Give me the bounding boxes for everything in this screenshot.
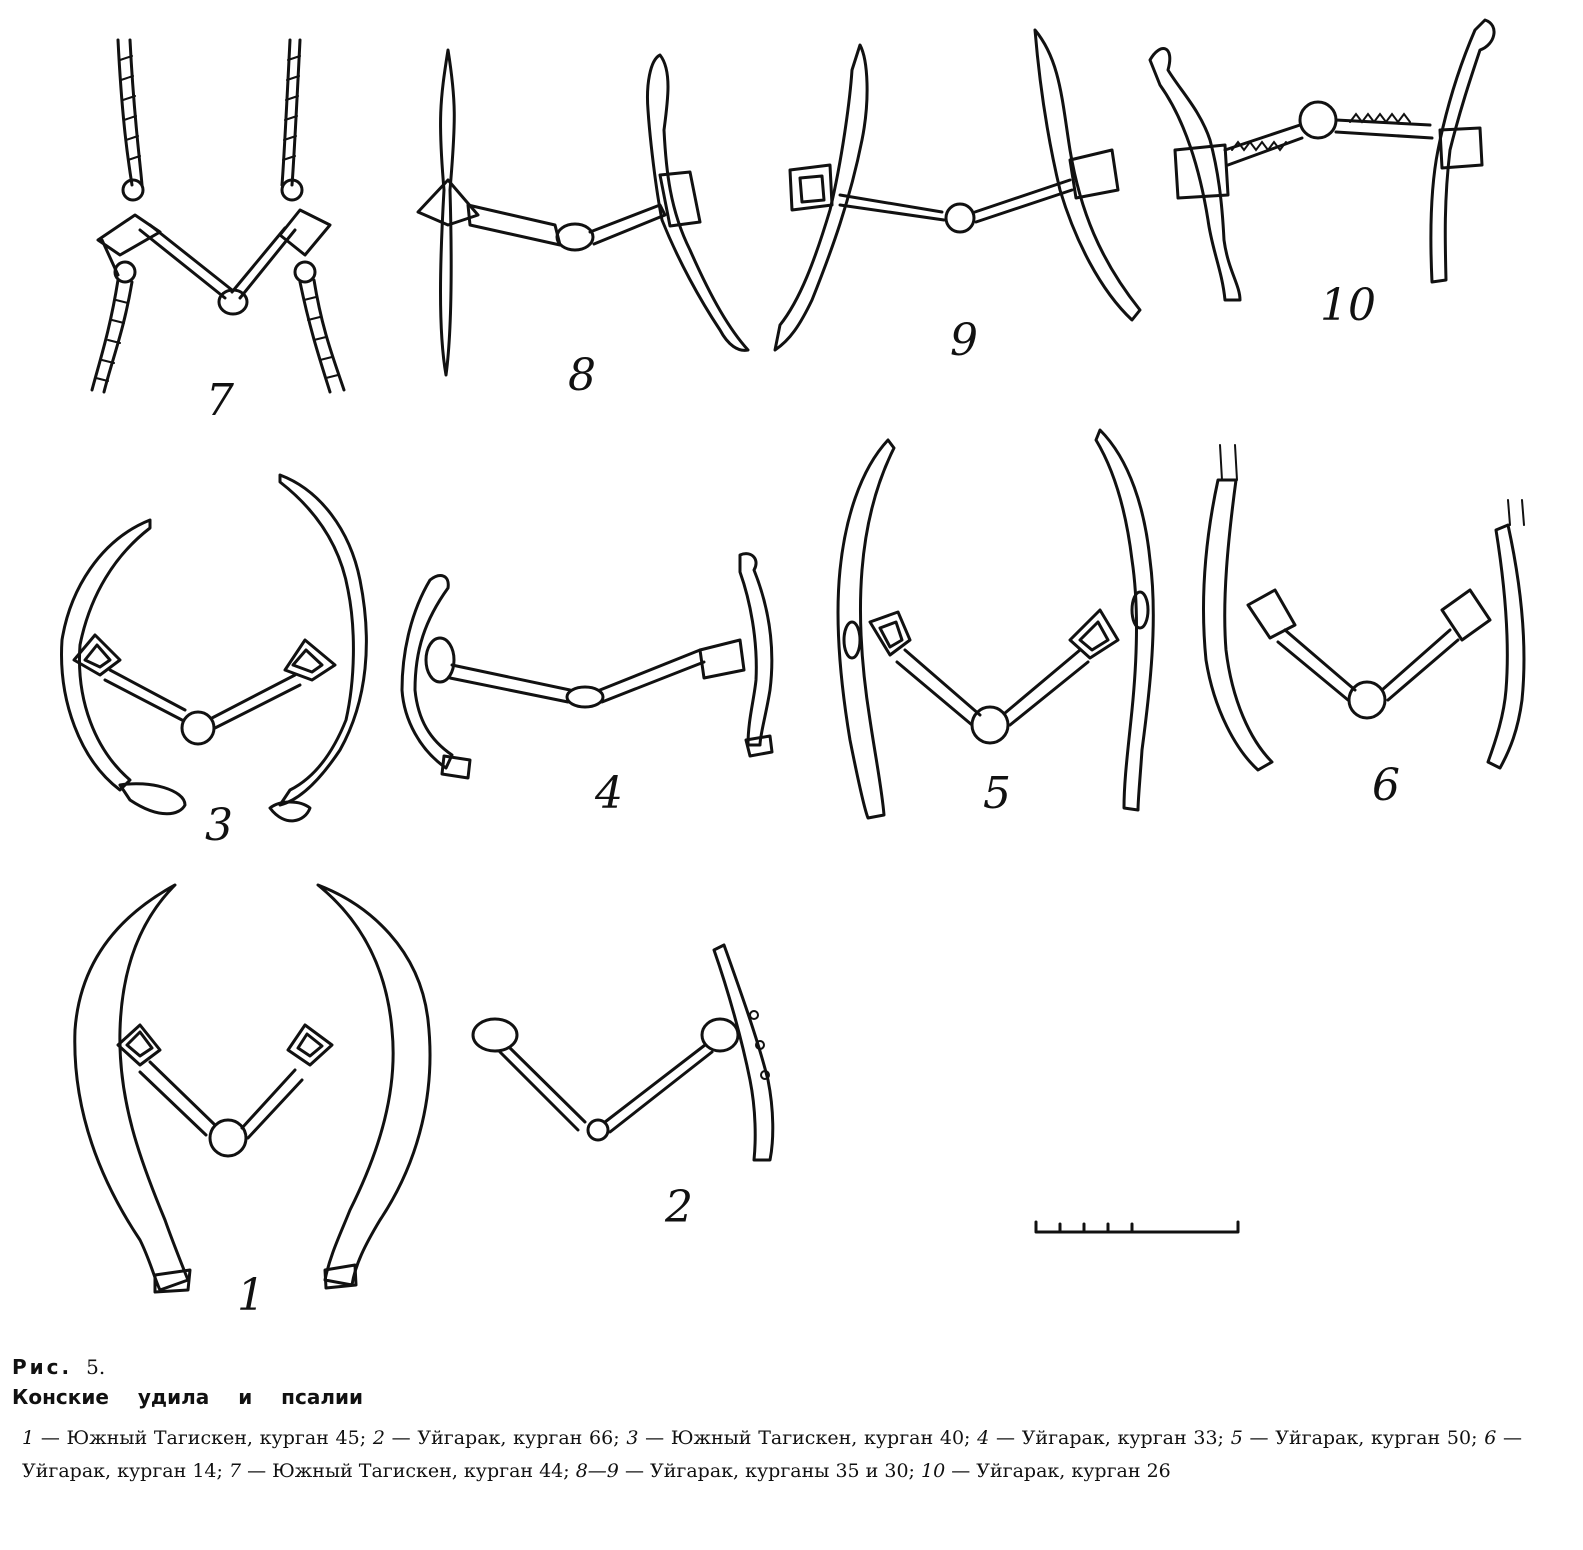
figure-legend (22, 1422, 1522, 1488)
drawing-4-label: 4 (595, 768, 623, 819)
legend-number: 3 (626, 1427, 639, 1449)
legend-number: 4 (977, 1427, 990, 1449)
drawing-5-label: 5 (983, 768, 1011, 819)
figure-label-text: Рис. (12, 1355, 73, 1379)
figure-label (12, 1352, 1542, 1382)
legend-text: — Южный Тагискен, курган 44; (247, 1460, 576, 1482)
legend-text: — Уйгарак, курган 14; (22, 1427, 1523, 1482)
drawing-7-label: 7 (206, 375, 234, 426)
legend-text: — Уйгарак, курган 50; (1249, 1427, 1485, 1449)
drawing-8-label: 8 (568, 350, 596, 401)
legend-number: 5 (1230, 1427, 1243, 1449)
drawing-4-bit (402, 554, 772, 819)
legend-text: — Уйгарак, курган 33; (995, 1427, 1231, 1449)
figure-caption (12, 1352, 1542, 1488)
scale-bar (1036, 1222, 1238, 1232)
drawing-5-bit (838, 430, 1153, 819)
drawing-9-label: 9 (950, 315, 978, 366)
drawing-10-bit (1150, 20, 1494, 331)
drawing-6-label: 6 (1372, 760, 1400, 811)
drawing-8-bit (418, 50, 748, 401)
drawing-3-label: 3 (205, 800, 233, 851)
drawing-6-bit (1203, 445, 1524, 811)
drawing-7-bit (92, 40, 344, 426)
legend-number: 1 (22, 1427, 35, 1449)
drawing-2-label: 2 (665, 1182, 693, 1233)
drawing-10-label: 10 (1320, 280, 1376, 331)
drawing-9-bit (775, 30, 1140, 366)
legend-text: — Уйгарак, курганы 35 и 30; (624, 1460, 921, 1482)
drawing-3-bit (62, 475, 367, 851)
figure-title: Конские удила и псалии (12, 1385, 364, 1409)
figure-number: 5. (86, 1355, 106, 1379)
legend-number: 7 (228, 1460, 242, 1482)
legend-text: — Южный Тагискен, курган 40; (645, 1427, 978, 1449)
legend-number: 2 (372, 1427, 385, 1449)
drawing-1-label: 1 (237, 1270, 265, 1321)
legend-number: 6 (1484, 1427, 1497, 1449)
legend-text: — Уйгарак, курган 26 (951, 1460, 1171, 1482)
drawing-2-bit (473, 945, 773, 1233)
legend-text: — Уйгарак, курган 66; (391, 1427, 627, 1449)
drawing-1-bit (75, 885, 430, 1321)
legend-number: 8—9 (575, 1460, 619, 1482)
legend-text: — Южный Тагискен, курган 45; (40, 1427, 373, 1449)
legend-number: 10 (920, 1460, 946, 1482)
